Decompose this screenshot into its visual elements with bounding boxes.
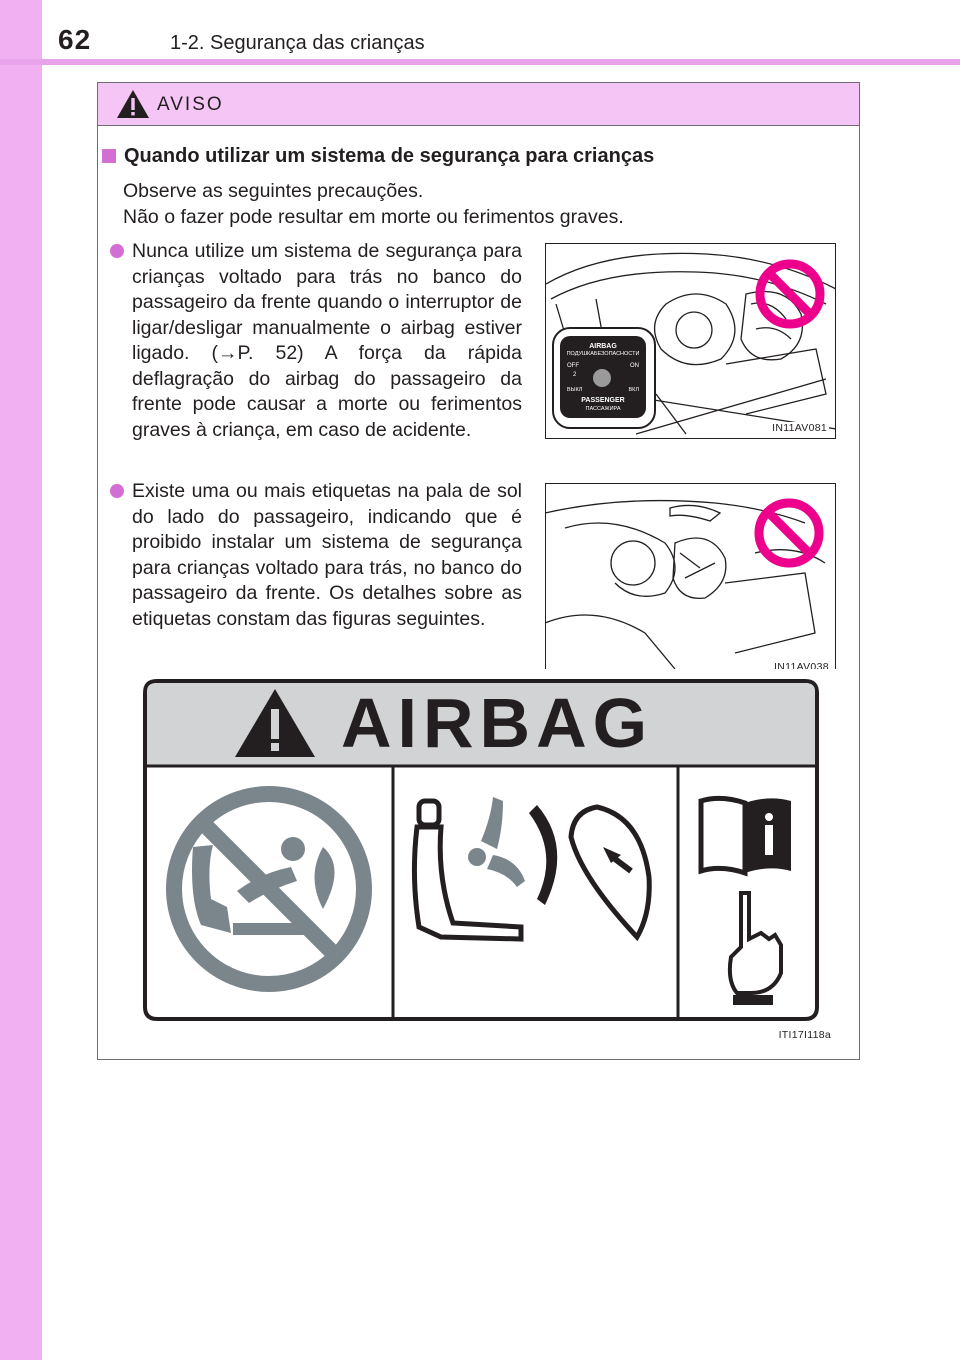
square-bullet-icon [102,149,116,163]
warning-header [98,83,859,126]
no-child-seat-icon [174,794,364,984]
switch-title: AIRBAG [589,343,617,350]
warning-title: AVISO [157,94,224,115]
round-bullet-icon [110,484,124,498]
switch-off-label: OFF [567,363,579,369]
warning-box [97,82,860,1060]
airbag-switch-panel [560,336,646,418]
figure-sun-visor [545,483,836,669]
switch-on-ru: ВКЛ [628,387,639,393]
switch-passenger-ru: ПАССАЖИРА [585,406,621,412]
page-number: 62 [58,24,92,55]
bullet-item: Existe uma ou mais etiquetas na pala de sol do lado do passageiro, indicando que é proibido instalar um sistema de segurança para crianças voltado para trás, no banco do passageiro da frente. Os detalhes sobre as etiquetas constam das figuras seguintes. [132,479,522,632]
airbag-word: AIRBAG [341,684,654,762]
warning-intro [123,178,624,230]
bullet-item: Nunca utilize um sistema de segurança para crianças voltado para trás no banco do passageiro da frente quando o interruptor de ligar/desligar manualmente o airbag estiver ligado. (→P. 52) A força da rápida deflagração do airbag do passageiro da frente pode causar a morte ou ferimentos graves à criança, em caso de acidente. [132,239,522,443]
sidebar-tab [0,0,42,1360]
prohibited-icon [754,258,826,330]
switch-knob-icon [593,369,611,387]
warning-icon [116,89,150,119]
intro-line: Não o fazer pode resultar em morte ou ferimentos graves. [123,206,624,228]
section-title: 1-2. Segurança das crianças [170,32,425,54]
figure-airbag-switch [545,243,836,439]
warning-heading: Quando utilizar um sistema de segurança para crianças [102,145,654,168]
header-rule [0,59,960,65]
airbag-warning-label [141,677,821,1023]
figure-code: IN11AV081 [772,422,827,434]
prohibited-icon [753,497,825,569]
switch-on-label: ON [630,363,639,369]
switch-title-ru: ПОДУШКАБЕЗОПАСНОСТИ [566,351,640,357]
intro-line: Observe as seguintes precauções. [123,180,424,202]
switch-index: 2 [573,372,577,378]
label-code: ITI17I118a [778,1029,831,1041]
switch-off-ru: ВЫКЛ [567,387,583,393]
switch-passenger: PASSENGER [581,397,625,404]
figure-code: IN11AV038 [772,661,831,669]
round-bullet-icon [110,244,124,258]
